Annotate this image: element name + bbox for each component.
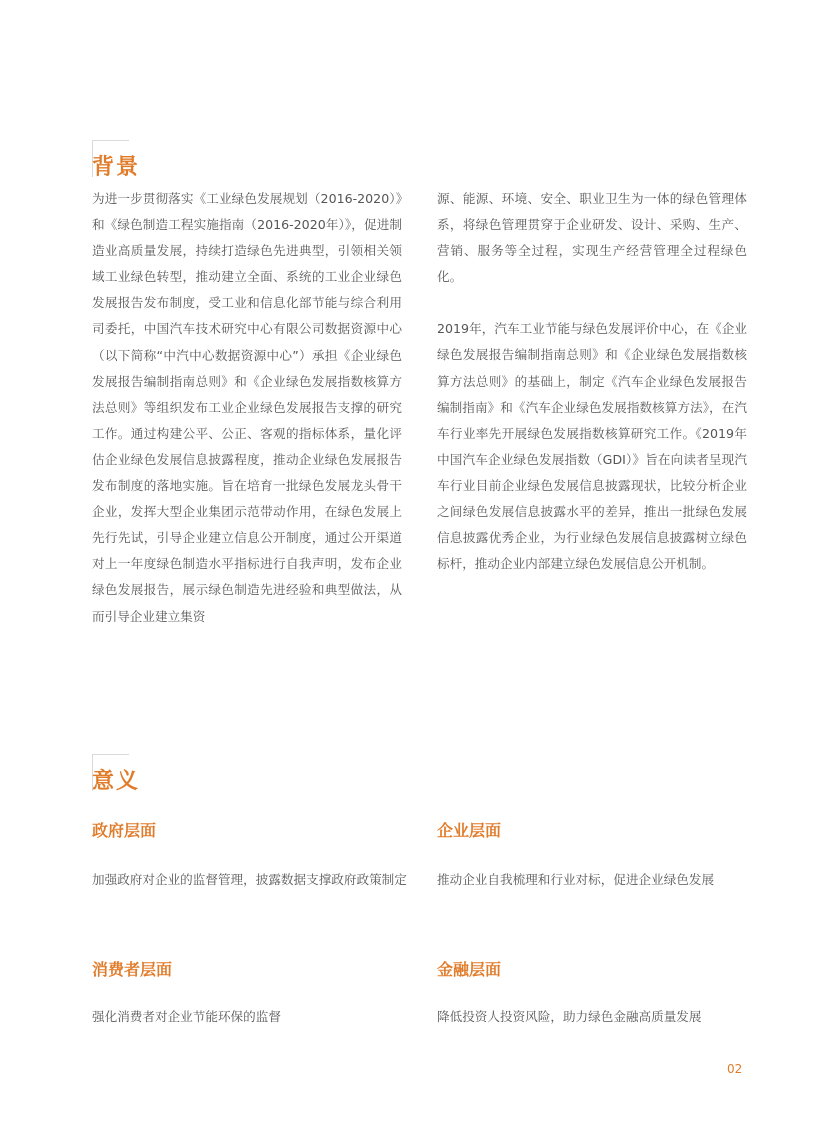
background-right-paragraph-1: 源、能源、环境、安全、职业卫生为一体的绿色管理体系，将绿色管理贯穿于企业研发、设计、采购、生产、营销、服务等全过程，实现生产经营管理全过程绿色化。	[437, 191, 747, 285]
background-left-paragraph-1: 为进一步贯彻落实《工业绿色发展规划（2016-2020）》和《绿色制造工程实施指南（2016-2020年）》，促进制造业高质量发展，持续打造绿色先进典型，引领相关领域工业绿色转型，推动建立全面、系统的工业企业绿色发展报告发布制度，受工业和信息化部节能与综合利用司委托，中国汽车技术研究中心有限公司数据资源中心（以下简称“中汽中心数据资源中心”）承担《企业绿色发展报告编制指南总则》和《企业绿色发展指数核算方法总则》等组织发布工业企业绿色发展报告支撑的研究工作。通过构建公平、公正、客观的指标体系，量化评估企业绿色发展信息披露程度，推动企业绿色发展报告发布制度的落地实施。旨在培育一批绿色发展龙头骨干企业，发挥大型企业集团示范带动作用，在绿色发展上先行先试，引导企业建立信息公开制度，通过公开渠道对上一年度绿色制造水平指标进行自我声明，发布企业绿色发展报告，展示绿色制造先进经验和典型做法，从而引导企业建立集资	[92, 191, 402, 624]
enterprise-level-title: 企业层面	[437, 821, 502, 840]
enterprise-level-desc: 推动企业自我梳理和行业对标，促进企业绿色发展	[437, 872, 715, 887]
finance-level-title: 金融层面	[437, 960, 502, 979]
background-heading: 背景	[92, 155, 141, 180]
government-level-desc: 加强政府对企业的监督管理，披露数据支撑政府政策制定	[92, 872, 407, 887]
significance-heading: 意义	[92, 769, 141, 794]
government-level-title: 政府层面	[92, 821, 157, 840]
consumer-level-title: 消费者层面	[92, 960, 173, 979]
background-left-column	[92, 186, 402, 630]
page-number: 02	[727, 1062, 743, 1076]
background-right-column	[437, 186, 747, 577]
consumer-level-desc: 强化消费者对企业节能环保的监督	[92, 1009, 281, 1024]
background-right-paragraph-2: 2019年，汽车工业节能与绿色发展评价中心，在《企业绿色发展报告编制指南总则》和《企业绿色发展指数核算方法总则》的基础上，制定《汽车企业绿色发展报告编制指南》和《汽车企业绿色发展指数核算方法》，在汽车行业率先开展绿色发展指数核算研究工作。《2019年中国汽车企业绿色发展指数（GDI）》旨在向读者呈现汽车行业目前企业绿色发展信息披露现状，比较分析企业之间绿色发展信息披露水平的差异，推出一批绿色发展信息披露优秀企业，为行业绿色发展信息披露树立绿色标杆，推动企业内部建立绿色发展信息公开机制。	[437, 321, 747, 572]
finance-level-desc: 降低投资人投资风险，助力绿色金融高质量发展	[437, 1009, 702, 1024]
